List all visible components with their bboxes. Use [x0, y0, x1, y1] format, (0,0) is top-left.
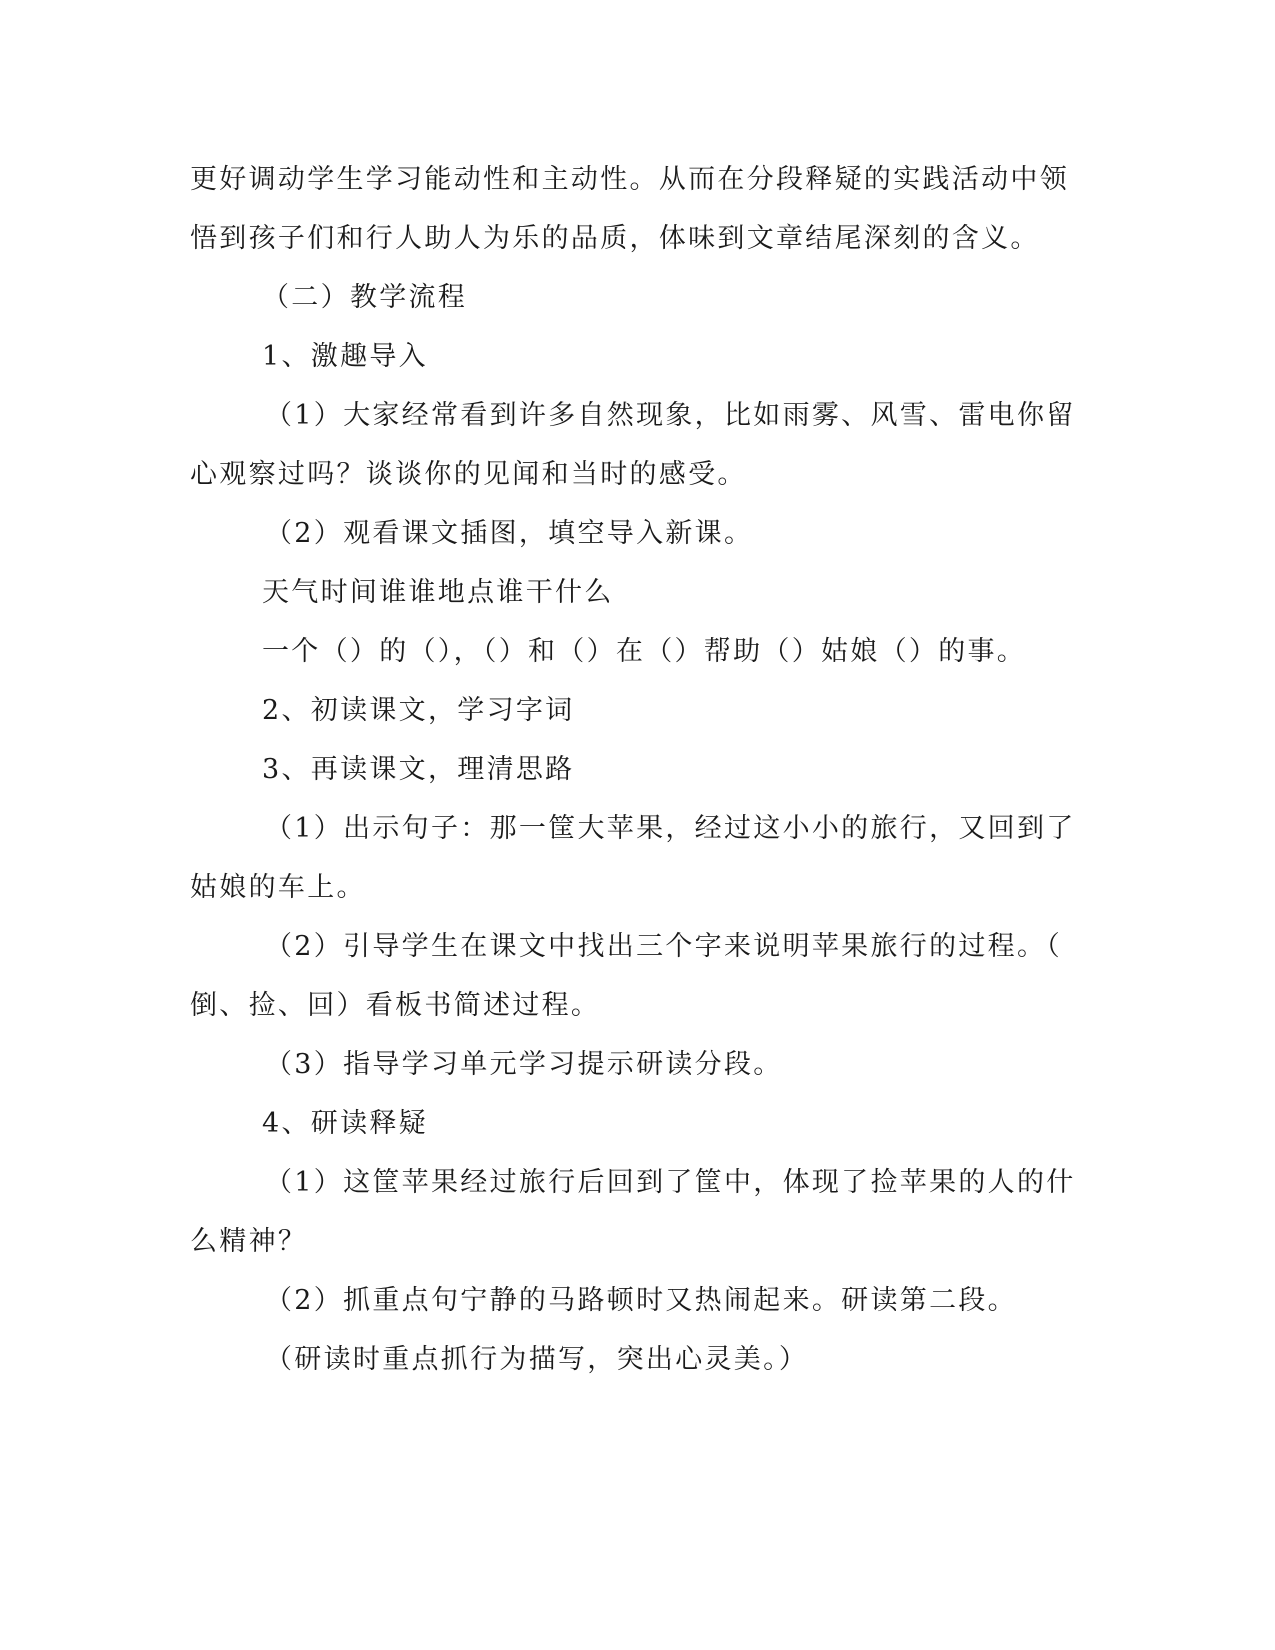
- paragraph-line: 更好调动学生学习能动性和主动性。从而在分段释疑的实践活动中领: [190, 164, 1069, 195]
- step-heading: 4、研读释疑: [262, 1108, 428, 1139]
- section-heading: （二）教学流程: [262, 282, 468, 313]
- paragraph-line: 心观察过吗？谈谈你的见闻和当时的感受。: [190, 459, 747, 490]
- paragraph-line: （1）出示句子：那一筐大苹果，经过这小小的旅行，又回到了: [265, 813, 1076, 844]
- paragraph-line: （2）观看课文插图，填空导入新课。: [265, 518, 754, 549]
- paragraph-line: （1）这筐苹果经过旅行后回到了筐中，体现了捡苹果的人的什: [265, 1167, 1076, 1198]
- paragraph-line: （研读时重点抓行为描写，突出心灵美。）: [265, 1344, 809, 1375]
- step-heading: 1、激趣导入: [262, 341, 428, 372]
- paragraph-line: 悟到孩子们和行人助人为乐的品质，体味到文章结尾深刻的含义。: [190, 223, 1040, 254]
- step-heading: 3、再读课文，理清思路: [262, 754, 575, 785]
- paragraph-line: 天气时间谁谁地点谁干什么: [262, 577, 614, 608]
- paragraph-line: 姑娘的车上。: [190, 872, 366, 903]
- paragraph-line: （1）大家经常看到许多自然现象，比如雨雾、风雪、雷电你留: [265, 400, 1076, 431]
- paragraph-line: 么精神？: [190, 1226, 308, 1257]
- paragraph-line: （2）引导学生在课文中找出三个字来说明苹果旅行的过程。（: [265, 931, 1063, 962]
- paragraph-line: （3）指导学习单元学习提示研读分段。: [265, 1049, 783, 1080]
- step-heading: 2、初读课文，学习字词: [262, 695, 575, 726]
- paragraph-line: （2）抓重点句宁静的马路顿时又热闹起来。研读第二段。: [265, 1285, 1017, 1316]
- fill-in-blank-line: 一个（）的（），（）和（）在（）帮助（）姑娘（）的事。: [262, 636, 1027, 667]
- paragraph-line: 倒、捡、回）看板书简述过程。: [190, 990, 601, 1021]
